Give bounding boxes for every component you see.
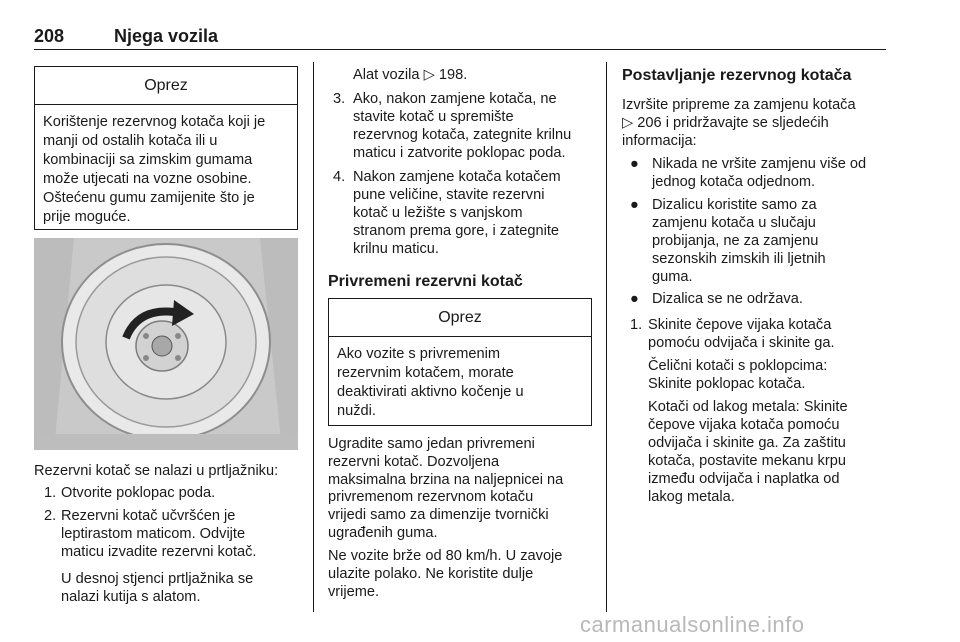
bullet-1 [630,155,892,195]
caution-line: deaktivirati aktivno kočenje u [337,384,524,400]
note-line: lakog metala. [648,489,735,505]
step-line: leptirastom maticom. Odvijte [61,526,246,542]
step-line: stavite kotač u spremište [353,109,514,125]
continued-ref: 198. [438,67,468,83]
step-number: 1. [44,485,57,501]
bullet-line: guma. [652,269,693,285]
bullet-line: jednog kotača odjednom. [652,174,816,190]
caution-line: manji od ostalih kotača ili u [43,133,218,149]
paragraph-line: Ne vozite brže od 80 km/h. U zavoje [328,548,563,564]
bullet-dot-icon: ● [630,291,639,307]
note-line: odvijača i skinite ga. Za zaštitu [648,435,846,451]
bullet-line: Dizalica se ne održava. [652,291,803,307]
intro-line: informacija: [622,133,697,149]
fitting-step-1 [630,316,892,354]
paragraph-line: vrijedi samo za dimenzije tvornički [328,507,549,524]
caution-box-2-title: Oprez [329,299,591,337]
bullet-line: zamjenu kotača u slučaju [652,215,816,231]
step-line: Nakon zamjene kotača kotačem [353,169,561,185]
bullet-line: Dizalicu koristite samo za [652,197,817,213]
paragraph-line: Ugradite samo jedan privremeni [328,436,535,452]
section-heading-temporary-spare: Privremeni rezervni kotač [328,273,523,290]
step-2-note [61,570,301,606]
steel-wheels-note [648,357,892,393]
step-line: maticu izvadite rezervni kotač. [61,544,257,560]
temporary-spare-paragraph-1 [328,436,598,543]
note-line: kotača, postavite mekanu krpu [648,453,846,469]
step-text: Otvorite poklopac poda. [61,485,216,501]
step-line: krilnu maticu. [353,241,439,257]
section-heading-fitting-spare: Postavljanje rezervnog kotača [622,67,852,84]
caution-box-2-body [329,337,591,421]
caution-line: Korištenje rezervnog kotača koji je [43,114,266,130]
header-rule [34,49,886,50]
caution-line: kombinaciji sa zimskim gumama [43,152,253,168]
bullet-line: sezonskih zimskih ili ljetnih [652,251,826,267]
page-title: Njega vozila [114,26,219,46]
step-number: 2. [44,508,57,524]
note-line: Skinite poklopac kotača. [648,376,806,392]
caution-line: Oštećenu gumu zamijenite što je [43,190,255,206]
caution-line: prije moguće. [43,209,131,225]
note-line: U desnoj stjenci prtljažnika se [61,571,254,587]
column-divider-2 [606,62,607,612]
step-line: Skinite čepove vijaka kotača [648,317,832,333]
bullet-2 [630,196,892,288]
step-2 [44,507,298,567]
step-3 [333,90,595,166]
watermark: carmanualsonline.info [580,612,805,637]
bullet-dot-icon: ● [630,156,639,172]
paragraph-line: vrijeme. [328,583,380,600]
bullet-line: probijanja, ne za zamjenu [652,233,819,249]
note-line: Čelični kotači s poklopcima: [648,358,828,374]
caution-box-1-body [35,105,297,227]
fitting-intro [622,96,892,150]
bullet-line: Nikada ne vršite zamjenu više od [652,156,867,172]
step-number: 1. [630,317,643,333]
page-header [34,26,886,50]
paragraph-line: rezervni kotač. Dozvoljena [328,453,500,470]
caution-line: nuždi. [337,403,376,419]
intro-ref: 206 i pridržavajte se sljedećih [637,115,829,131]
paragraph-line: ulazite polako. Ne koristite dulje [328,565,534,582]
caution-box-2 [328,298,592,426]
spare-wheel-illustration [34,238,298,450]
note-line: čepove vijaka kotača pomoću [648,417,840,433]
step-number: 3. [333,91,346,107]
column-divider-1 [313,62,314,612]
paragraph-line: privremenom rezervnom kotaču [328,489,534,506]
caution-line: rezervnim kotačem, morate [337,365,514,381]
step-line: pomoću odvijača i skinite ga. [648,335,835,351]
temporary-spare-paragraph-2 [328,548,598,601]
step-line: rezervnog kotača, zategnite krilnu [353,127,572,143]
spare-wheel-drawing [34,238,298,450]
step-line: Rezervni kotač učvršćen je [61,508,236,524]
bullet-dot-icon: ● [630,197,639,213]
page-ref-arrow-icon: ▷ [622,115,634,131]
page-number: 208 [34,26,65,46]
continued-line [353,66,593,84]
paragraph-line: ugrađenih guma. [328,524,438,541]
intro-line: Izvršite pripreme za zamjenu kotača [622,97,856,113]
caution-line: može utjecati na vozne osobine. [43,171,252,187]
paragraph-line: maksimalna brzina na naljepnicei na [328,471,564,488]
illustration-caption: Rezervni kotač se nalazi u prtljažniku: [34,463,279,479]
step-line: Ako, nakon zamjene kotača, ne [353,91,557,107]
page-ref-arrow-icon: ▷ [423,67,435,83]
continued-text: Alat vozila [353,67,420,83]
note-line: nalazi kutija s alatom. [61,589,201,605]
note-line: Kotači od lakog metala: Skinite [648,399,848,415]
caution-box-1 [34,66,298,230]
step-line: maticu i zatvorite poklopac poda. [353,145,566,161]
step-line: pune veličine, stavite rezervni [353,187,545,203]
alloy-wheels-note [648,398,892,506]
caution-box-1-title: Oprez [35,67,297,105]
step-line: stranom prema gore, i zategnite [353,223,560,239]
bullet-3 [630,290,892,310]
caution-line: Ako vozite s privremenim [337,346,501,362]
step-4 [333,168,595,260]
note-line: između odvijača i naplatka od [648,471,840,487]
step-number: 4. [333,169,346,185]
step-line: kotač u ležište s vanjskom [353,205,523,221]
